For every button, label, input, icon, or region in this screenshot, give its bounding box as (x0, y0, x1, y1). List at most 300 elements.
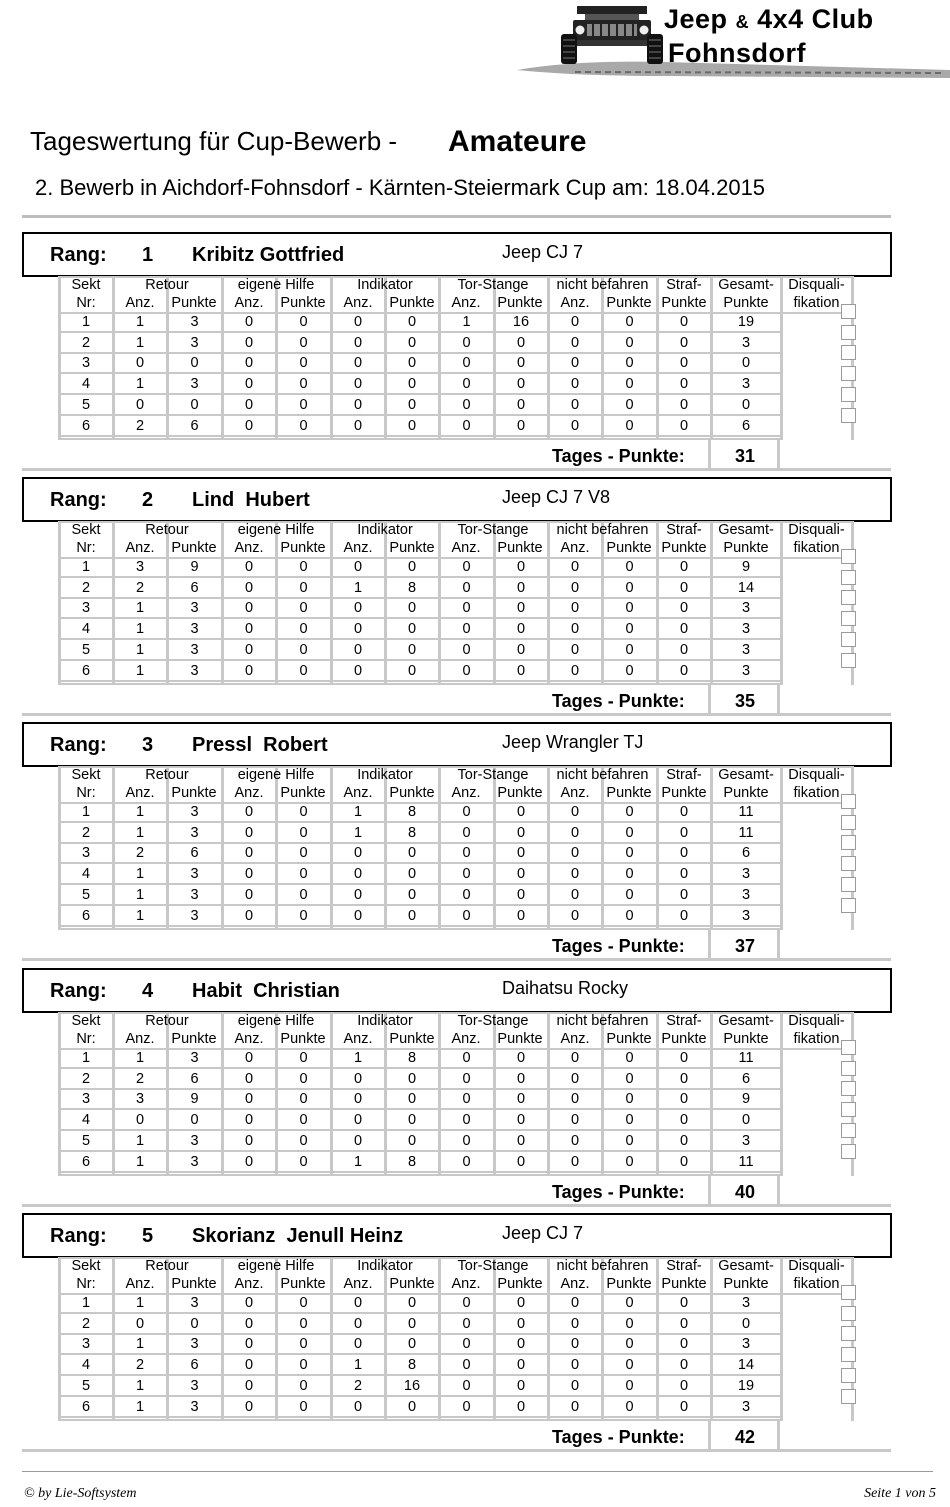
score-cell: 0 (679, 1050, 689, 1066)
score-cell: 0 (741, 1315, 751, 1332)
col-eigene-hilfe-header: eigene Hilfe (237, 767, 315, 783)
score-cell: 0 (407, 1070, 417, 1087)
score-cell: 3 (81, 845, 91, 862)
score-cell: 1 (81, 1295, 91, 1311)
score-cell: 0 (516, 804, 526, 820)
disqualification-checkbox[interactable] (841, 1389, 856, 1404)
score-table (59, 276, 852, 440)
col-punkte-header: Punkte (497, 1031, 543, 1047)
disqualification-checkbox[interactable] (841, 1061, 856, 1076)
score-cell: 0 (407, 1315, 417, 1332)
score-cell: 1 (353, 1357, 363, 1374)
disqualification-checkbox-cell (841, 611, 855, 625)
score-cell: 0 (299, 886, 308, 903)
score-cell: 0 (625, 1315, 634, 1332)
disqualification-checkbox[interactable] (841, 1081, 856, 1096)
score-cell: 0 (244, 886, 254, 903)
score-cell: 3 (741, 334, 751, 351)
score-cell: 0 (570, 907, 580, 924)
score-cell: 0 (679, 1295, 689, 1311)
score-cell: 0 (462, 845, 471, 862)
score-cell: 5 (81, 396, 91, 413)
col-anz-header: Anz. (343, 1031, 373, 1047)
score-cell: 0 (353, 845, 363, 862)
score-cell: 3 (190, 866, 199, 883)
score-cell: 0 (516, 1132, 526, 1149)
col-punkte-header: Punkte (280, 295, 326, 311)
table-bottom (59, 438, 781, 440)
score-cell: 2 (135, 1070, 145, 1087)
score-cell: 0 (407, 1295, 417, 1311)
rank-label: Rang: (50, 734, 107, 756)
score-cell: 0 (679, 886, 689, 903)
score-cell: 0 (625, 1357, 634, 1374)
score-cell: 0 (570, 1315, 580, 1332)
score-cell: 0 (462, 866, 471, 883)
disqualification-checkbox[interactable] (841, 1326, 856, 1341)
disqualification-checkbox[interactable] (841, 1102, 856, 1117)
col-anz-header: Anz. (234, 1031, 264, 1047)
col-straf-punkte-header: Punkte (661, 1276, 707, 1292)
score-cell: 0 (299, 1153, 308, 1170)
disqualification-checkbox-cell (841, 590, 855, 604)
col-straf-header: Straf- (666, 1258, 702, 1274)
result-entry (0, 232, 950, 477)
score-cell: 0 (625, 1336, 634, 1353)
score-cell: 0 (299, 1398, 308, 1415)
score-cell: 0 (679, 396, 689, 413)
disqualification-checkbox[interactable] (841, 632, 856, 647)
score-cell: 0 (462, 334, 471, 351)
score-cell: 0 (516, 1112, 526, 1129)
score-cell: 1 (135, 662, 145, 679)
col-anz-header: Anz. (234, 785, 264, 801)
col-fikation-header: fikation (793, 785, 840, 801)
score-cell: 0 (407, 396, 417, 413)
entry-divider (22, 958, 891, 961)
score-cell: 0 (299, 1377, 308, 1394)
score-cell: 0 (516, 376, 526, 393)
score-cell: 0 (516, 600, 526, 617)
col-sekt-header: Sekt (71, 767, 101, 783)
page-title: Tageswertung für Cup-Bewerb - (30, 126, 398, 156)
score-cell: 3 (81, 600, 91, 617)
disqualification-checkbox-cell (841, 856, 855, 870)
score-cell: 0 (353, 1295, 363, 1311)
score-cell: 0 (190, 355, 199, 372)
score-cell: 0 (625, 824, 634, 841)
col-eigene-hilfe-header: eigene Hilfe (237, 1013, 315, 1029)
score-cell: 8 (407, 1357, 417, 1374)
col-punkte-header: Punkte (280, 540, 326, 556)
disqualification-checkbox-cell (841, 632, 855, 646)
col-nicht-befahren-header: nicht befahren (556, 522, 649, 538)
col-gesamt-punkte-header: Punkte (723, 785, 769, 801)
col-anz-header: Anz. (451, 295, 481, 311)
score-cell: 0 (570, 824, 580, 841)
col-retour-header: Retour (145, 1258, 189, 1274)
disqualification-checkbox-cell (841, 366, 855, 380)
disqualification-checkbox[interactable] (841, 611, 856, 626)
col-nicht-befahren-header: nicht befahren (556, 277, 649, 293)
score-cell: 0 (353, 641, 363, 658)
score-cell: 0 (570, 376, 580, 393)
score-cell: 2 (81, 1070, 91, 1087)
score-cell: 11 (738, 1153, 754, 1170)
disqualification-checkbox[interactable] (841, 345, 856, 360)
daily-total-label: Tages - Punkte: (552, 446, 685, 466)
score-cell: 0 (741, 1112, 751, 1129)
score-cell: 0 (244, 396, 254, 413)
score-cell: 5 (81, 641, 91, 658)
score-cell: 2 (135, 579, 145, 596)
score-cell: 0 (299, 662, 308, 679)
score-cell: 0 (299, 396, 308, 413)
score-cell: 9 (190, 1091, 199, 1108)
score-cell: 3 (190, 621, 199, 638)
score-cell: 0 (462, 1295, 471, 1311)
score-cell: 0 (462, 396, 471, 413)
disqualification-checkbox[interactable] (841, 898, 856, 913)
score-cell: 8 (407, 1153, 417, 1170)
entry-divider (22, 713, 891, 716)
score-cell: 3 (741, 621, 751, 638)
driver-name: Lind Hubert (192, 489, 310, 511)
score-cell: 0 (244, 1050, 254, 1066)
score-cell: 0 (407, 417, 417, 434)
score-cell: 0 (244, 1112, 254, 1129)
score-cell: 3 (190, 641, 199, 658)
score-cell: 6 (190, 1357, 199, 1374)
col-disquali-header: Disquali- (788, 1258, 845, 1274)
score-cell: 0 (244, 1070, 254, 1087)
score-cell: 0 (244, 1377, 254, 1394)
disqualification-checkbox[interactable] (841, 1368, 856, 1383)
score-cell: 0 (570, 1336, 580, 1353)
disqualification-checkbox[interactable] (841, 1285, 856, 1300)
disqualification-checkbox-cell (841, 877, 855, 891)
score-cell: 0 (679, 907, 689, 924)
col-straf-punkte-header: Punkte (661, 295, 707, 311)
score-cell: 0 (679, 1132, 689, 1149)
score-cell: 0 (570, 579, 580, 596)
score-cell: 0 (407, 1112, 417, 1129)
score-cell: 0 (516, 1091, 526, 1108)
disqualification-checkbox[interactable] (841, 877, 856, 892)
score-cell: 0 (299, 376, 308, 393)
score-cell: 0 (462, 907, 471, 924)
score-cell: 3 (190, 1153, 199, 1170)
disqualification-checkbox[interactable] (841, 570, 856, 585)
score-cell: 0 (407, 662, 417, 679)
score-cell: 0 (299, 355, 308, 372)
score-table (59, 521, 852, 685)
disqualification-checkbox[interactable] (841, 1040, 856, 1055)
col-punkte-header: Punkte (606, 785, 652, 801)
disqualification-checkbox[interactable] (841, 835, 856, 850)
score-cell: 0 (741, 355, 751, 372)
disqualification-checkbox-cell (841, 1306, 855, 1320)
score-cell: 0 (407, 1336, 417, 1353)
footer-divider (22, 1471, 933, 1472)
col-punkte-header: Punkte (497, 1276, 543, 1292)
score-cell: 0 (353, 1112, 363, 1129)
score-cell: 3 (741, 1295, 751, 1311)
score-cell: 0 (407, 641, 417, 658)
score-cell: 0 (244, 1357, 254, 1374)
score-cell: 5 (81, 1377, 91, 1394)
driver-name: Kribitz Gottfried (192, 244, 345, 266)
score-cell: 1 (462, 314, 471, 330)
score-cell: 11 (738, 1050, 754, 1066)
score-cell: 1 (135, 641, 145, 658)
disqualification-checkbox[interactable] (841, 856, 856, 871)
score-cell: 0 (679, 314, 689, 330)
score-cell: 0 (570, 559, 580, 575)
disqualification-checkbox[interactable] (841, 794, 856, 809)
score-cell: 0 (679, 1070, 689, 1087)
score-cell: 0 (625, 866, 634, 883)
col-gesamt-header: Gesamt- (718, 1258, 774, 1274)
col-eigene-hilfe-header: eigene Hilfe (237, 522, 315, 538)
score-cell: 6 (741, 1070, 751, 1087)
score-cell: 0 (407, 355, 417, 372)
disqualification-checkbox[interactable] (841, 653, 856, 668)
score-cell: 0 (516, 355, 526, 372)
score-cell: 0 (353, 621, 363, 638)
col-tor-stange-header: Tor-Stange (457, 277, 529, 293)
score-cell: 0 (570, 1398, 580, 1415)
rank-number: 4 (142, 980, 154, 1002)
score-cell: 3 (741, 376, 751, 393)
score-cell: 3 (741, 662, 751, 679)
score-cell: 0 (679, 600, 689, 617)
score-cell: 0 (353, 355, 363, 372)
col-straf-punkte-header: Punkte (661, 540, 707, 556)
disqualification-checkbox[interactable] (841, 408, 856, 423)
table-bottom (59, 1419, 781, 1421)
score-cell: 0 (190, 396, 199, 413)
rank-number: 3 (142, 734, 154, 756)
col-straf-punkte-header: Punkte (661, 1031, 707, 1047)
score-cell: 8 (407, 579, 417, 596)
score-cell: 0 (679, 1336, 689, 1353)
entry-divider (22, 468, 891, 471)
score-cell: 0 (462, 1357, 471, 1374)
score-cell: 0 (135, 355, 145, 372)
score-cell: 0 (570, 1070, 580, 1087)
score-cell: 0 (625, 1112, 634, 1129)
table-bottom (59, 928, 781, 930)
disqualification-checkbox-cell (841, 653, 855, 667)
col-gesamt-header: Gesamt- (718, 277, 774, 293)
col-anz-header: Anz. (560, 295, 590, 311)
score-cell: 1 (81, 314, 91, 330)
col-disquali-header: Disquali- (788, 1013, 845, 1029)
disqualification-checkbox[interactable] (841, 366, 856, 381)
score-cell: 0 (625, 396, 634, 413)
score-cell: 3 (741, 1336, 751, 1353)
score-cell: 8 (407, 824, 417, 841)
rank-header (22, 477, 892, 522)
score-cell: 0 (570, 396, 580, 413)
score-cell: 0 (516, 1357, 526, 1374)
score-cell: 0 (625, 886, 634, 903)
score-cell: 0 (516, 334, 526, 351)
col-punkte-header: Punkte (280, 1031, 326, 1047)
score-cell: 0 (299, 1336, 308, 1353)
col-anz-header: Anz. (234, 295, 264, 311)
score-cell: 0 (299, 845, 308, 862)
score-cell: 2 (81, 334, 91, 351)
score-cell: 0 (244, 1336, 254, 1353)
event-subtitle: 2. Bewerb in Aichdorf-Fohnsdorf - Kärnten-Steiermark Cup am: 18.04.2015 (35, 175, 766, 200)
score-cell: 1 (135, 1153, 145, 1170)
disqualification-checkbox-cell (841, 815, 855, 829)
daily-total-value: 42 (734, 1427, 756, 1447)
disqualification-checkbox[interactable] (841, 549, 856, 564)
score-cell: 2 (135, 845, 145, 862)
disqualification-checkbox-cell (841, 1389, 855, 1403)
score-cell: 1 (135, 334, 145, 351)
driver-name: Habit Christian (192, 980, 340, 1002)
score-cell: 3 (190, 824, 199, 841)
disqualification-checkbox[interactable] (841, 1123, 856, 1138)
driver-name: Skorianz Jenull Heinz (192, 1225, 404, 1247)
rank-label: Rang: (50, 1225, 107, 1247)
vehicle-name: Jeep CJ 7 (502, 1223, 584, 1243)
col-anz-header: Anz. (343, 785, 373, 801)
score-cell: 0 (407, 845, 417, 862)
score-cell: 0 (353, 662, 363, 679)
score-cell: 0 (625, 1050, 634, 1066)
score-cell: 0 (244, 417, 254, 434)
score-cell: 0 (625, 1070, 634, 1087)
daily-total-value: 37 (734, 936, 756, 956)
col-anz-header: Anz. (560, 540, 590, 556)
col-anz-header: Anz. (451, 785, 481, 801)
score-cell: 0 (299, 824, 308, 841)
logo-title-line2: Fohnsdorf (668, 38, 806, 68)
score-cell: 0 (244, 662, 254, 679)
disqualification-checkbox[interactable] (841, 304, 856, 319)
col-nicht-befahren-header: nicht befahren (556, 767, 649, 783)
rank-number: 5 (142, 1225, 154, 1247)
col-anz-header: Anz. (343, 1276, 373, 1292)
score-cell: 0 (570, 621, 580, 638)
score-cell: 19 (737, 1377, 755, 1394)
daily-total-value: 35 (734, 691, 756, 711)
score-cell: 2 (81, 824, 91, 841)
score-cell: 0 (462, 1112, 471, 1129)
score-cell: 0 (516, 866, 526, 883)
score-cell: 0 (516, 824, 526, 841)
entry-divider (22, 1204, 891, 1207)
score-cell: 5 (81, 886, 91, 903)
score-cell: 14 (737, 1357, 755, 1374)
disqualification-checkbox[interactable] (841, 1347, 856, 1362)
score-cell: 0 (244, 1132, 254, 1149)
score-cell: 8 (407, 804, 417, 820)
daily-total-label: Tages - Punkte: (552, 691, 685, 711)
score-cell: 6 (81, 907, 91, 924)
col-gesamt-punkte-header: Punkte (723, 295, 769, 311)
disqualification-checkbox[interactable] (841, 1144, 856, 1159)
score-cell: 3 (190, 1398, 199, 1415)
disqualification-checkbox[interactable] (841, 387, 856, 402)
score-cell: 1 (353, 1153, 363, 1170)
score-cell: 0 (516, 1295, 526, 1311)
score-cell: 2 (135, 1357, 145, 1374)
score-table (59, 766, 852, 930)
score-cell: 0 (299, 1315, 308, 1332)
score-cell: 0 (299, 1132, 308, 1149)
disqualification-checkbox[interactable] (841, 1306, 856, 1321)
col-straf-header: Straf- (666, 277, 702, 293)
score-cell: 0 (625, 662, 634, 679)
score-cell: 3 (81, 355, 91, 372)
score-cell: 1 (135, 1050, 145, 1066)
score-cell: 0 (299, 1070, 308, 1087)
footer-page-number: Seite 1 von 5 (864, 1486, 936, 1501)
col-anz-header: Anz. (451, 1276, 481, 1292)
disqualification-checkbox-cell (841, 1040, 855, 1054)
disqualification-checkbox[interactable] (841, 815, 856, 830)
score-cell: 3 (741, 907, 751, 924)
col-punkte-header: Punkte (280, 785, 326, 801)
score-cell: 11 (738, 804, 754, 820)
score-cell: 0 (679, 1091, 689, 1108)
score-cell: 0 (244, 1295, 254, 1311)
col-nr-header: Nr: (76, 1031, 96, 1047)
score-cell: 0 (570, 1050, 580, 1066)
rank-number: 1 (142, 244, 154, 266)
score-cell: 3 (135, 559, 145, 575)
score-cell: 0 (625, 334, 634, 351)
score-cell: 0 (570, 1132, 580, 1149)
disqualification-checkbox[interactable] (841, 325, 856, 340)
score-cell: 1 (135, 886, 145, 903)
col-tor-stange-header: Tor-Stange (457, 1258, 529, 1274)
disqualification-checkbox-cell (841, 549, 855, 563)
score-cell: 0 (135, 1112, 145, 1129)
col-tor-stange-header: Tor-Stange (457, 767, 529, 783)
col-tor-stange-header: Tor-Stange (457, 522, 529, 538)
score-cell: 1 (135, 1336, 145, 1353)
rank-header (22, 722, 892, 767)
score-cell: 0 (299, 1112, 308, 1129)
score-cell: 3 (190, 662, 199, 679)
result-entry (0, 722, 950, 967)
col-gesamt-header: Gesamt- (718, 522, 774, 538)
rank-number: 2 (142, 489, 154, 511)
score-cell: 0 (353, 1336, 363, 1353)
score-cell: 1 (81, 559, 91, 575)
col-straf-header: Straf- (666, 767, 702, 783)
col-punkte-header: Punkte (171, 785, 217, 801)
score-cell: 3 (81, 1336, 91, 1353)
score-cell: 0 (679, 334, 689, 351)
daily-total-label: Tages - Punkte: (552, 936, 685, 956)
score-cell: 6 (741, 845, 751, 862)
disqualification-checkbox[interactable] (841, 590, 856, 605)
score-cell: 0 (244, 355, 254, 372)
disqualification-checkbox-cell (841, 325, 855, 339)
score-cell: 0 (462, 886, 471, 903)
score-cell: 0 (679, 355, 689, 372)
col-gesamt-punkte-header: Punkte (723, 1276, 769, 1292)
score-cell: 9 (190, 559, 199, 575)
